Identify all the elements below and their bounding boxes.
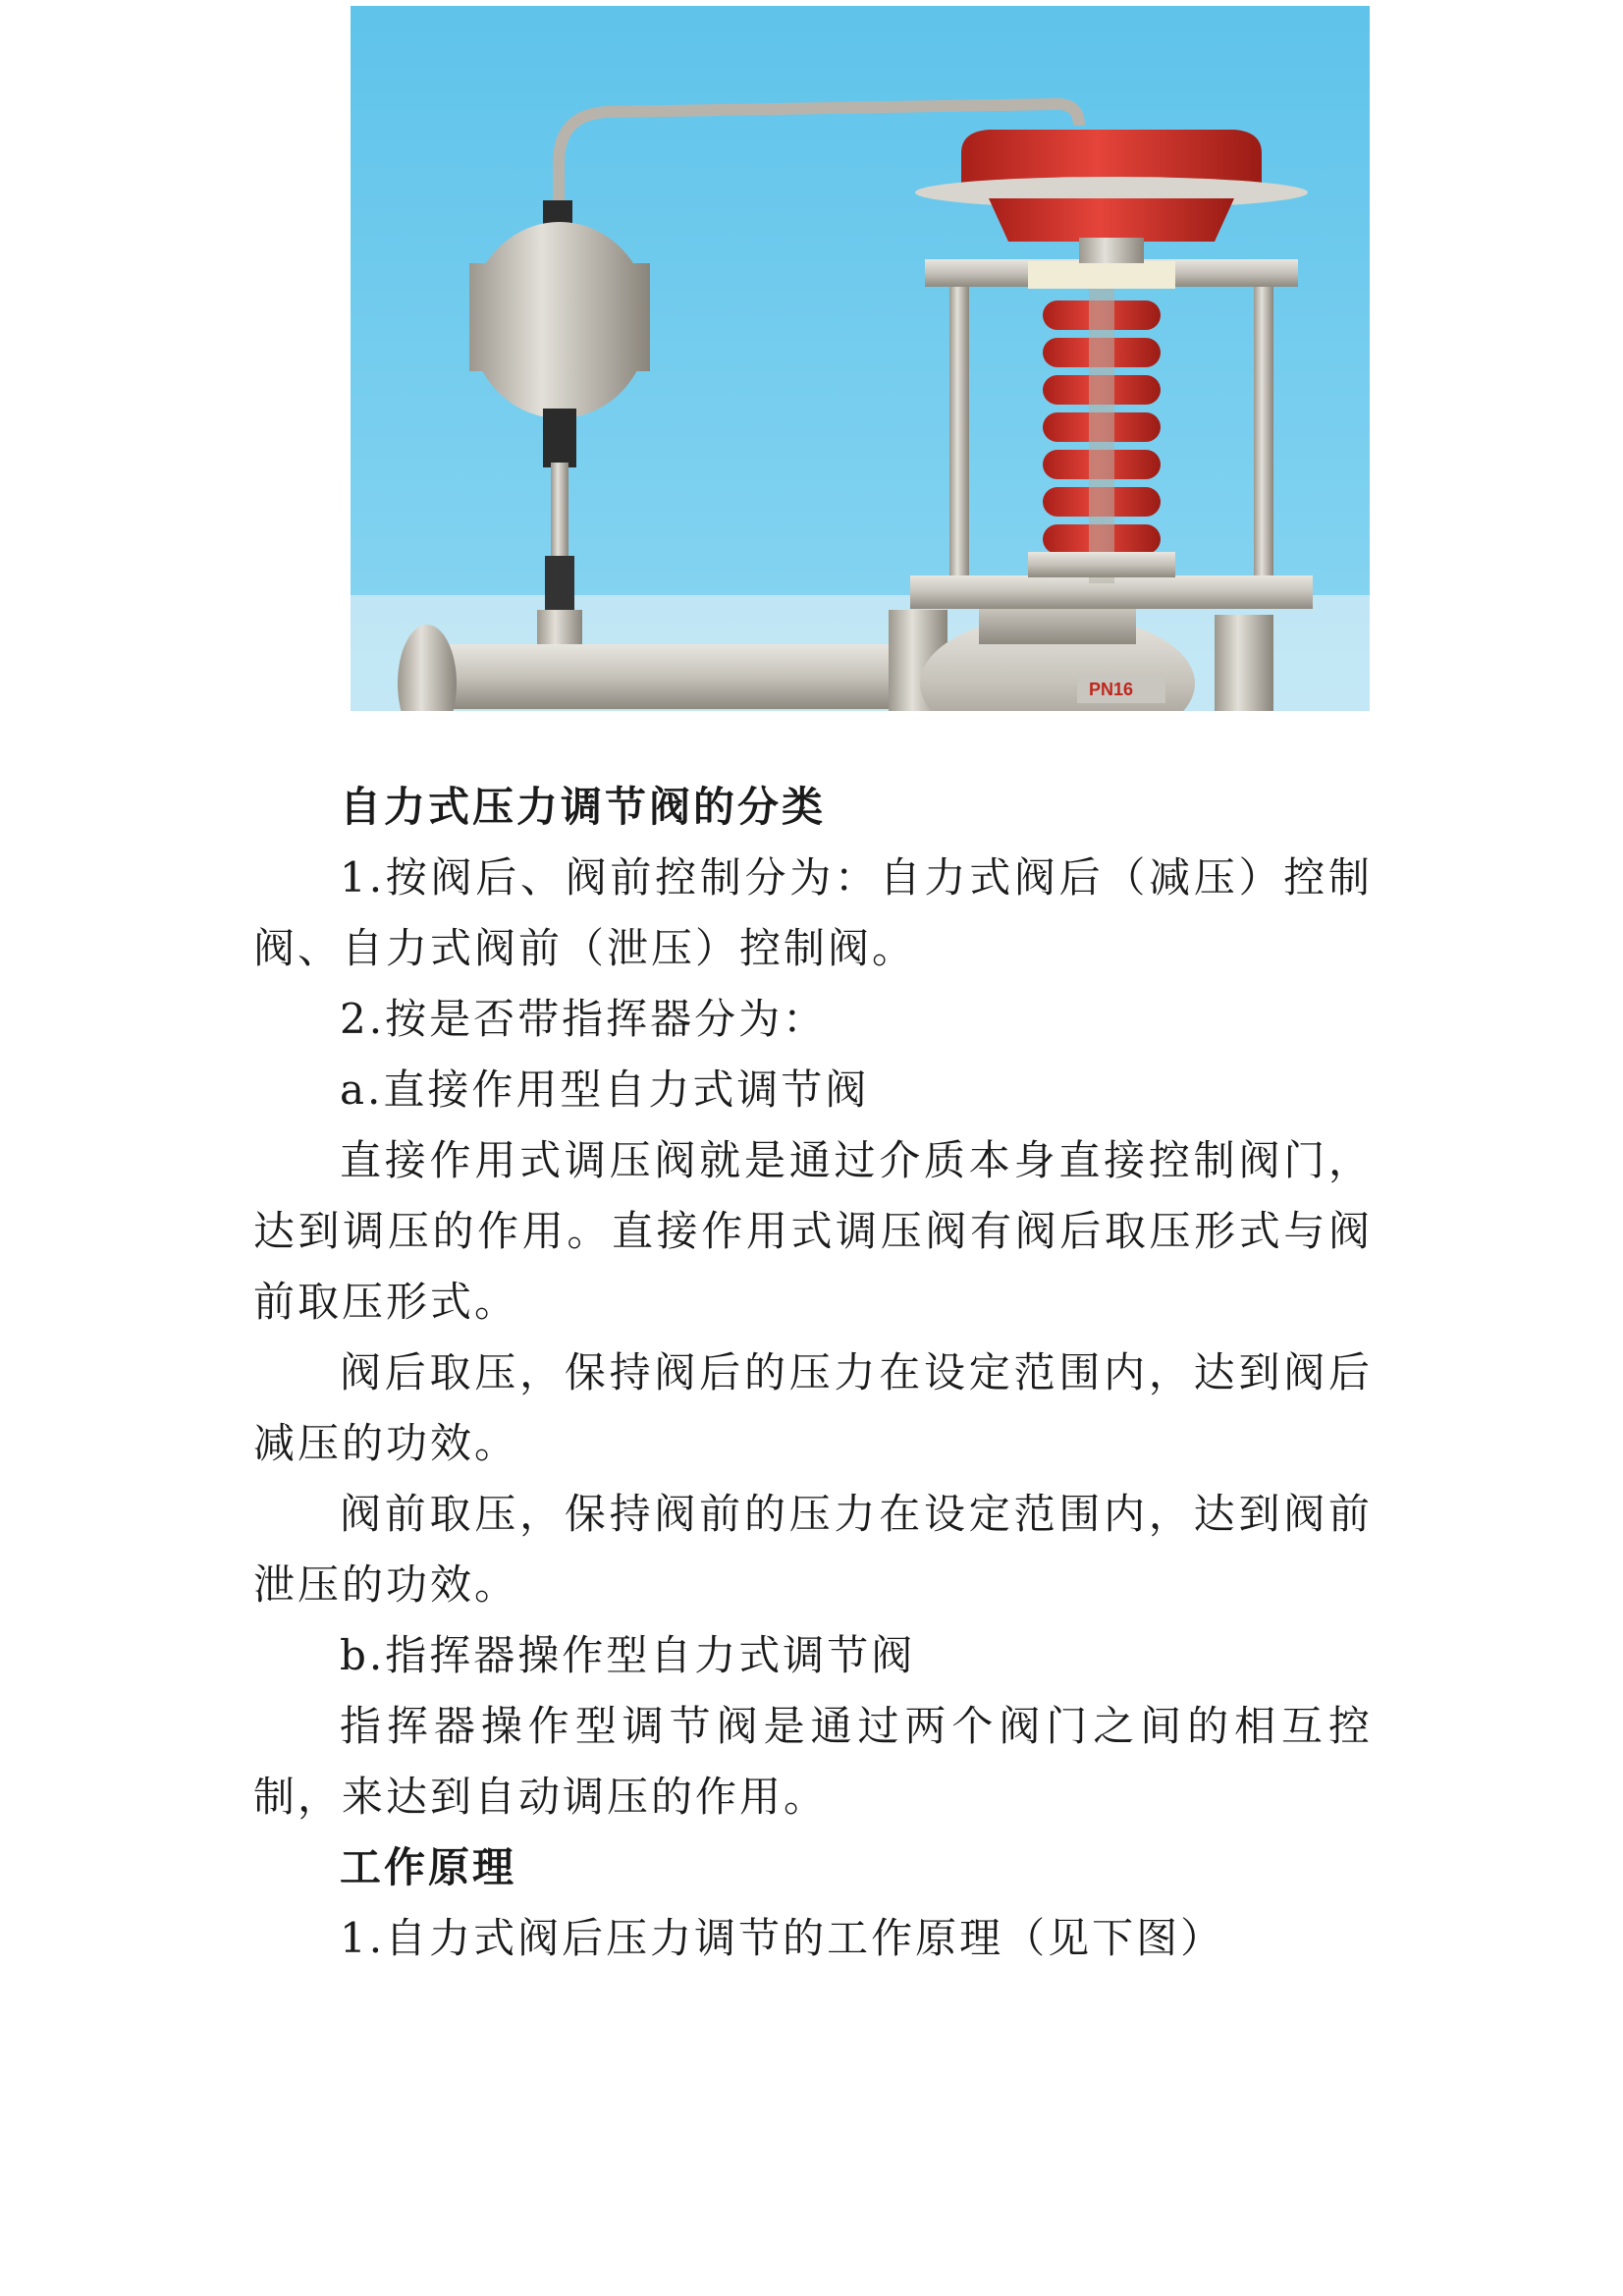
- paragraph-upstream-sensing: 阀前取压，保持阀前的压力在设定范围内，达到阀前泄压的功效。: [253, 1490, 1373, 1609]
- paragraph-direct-acting-title: a.直接作用型自力式调节阀: [340, 1066, 870, 1114]
- paragraph-pilot-operated-title: b.指挥器操作型自力式调节阀: [340, 1631, 916, 1679]
- actuator-neck: [1079, 238, 1144, 263]
- article-body: [253, 772, 1373, 1974]
- nameplate-text: PN16: [1089, 680, 1134, 699]
- tube-fitting-bottom: [543, 409, 576, 467]
- spring-bottom-seat: [1028, 552, 1175, 577]
- valve-photo: [351, 6, 1370, 711]
- tube-vertical: [551, 463, 568, 571]
- paragraph-working-principle-1: 1.自力式阀后压力调节的工作原理（见下图）: [340, 1914, 1225, 1962]
- spring-cap: [1028, 261, 1175, 289]
- paragraph-pilot-operated-desc: 指挥器操作型调节阀是通过两个阀门之间的相互控制，来达到自动调压的作用。: [253, 1702, 1373, 1821]
- paragraph-direct-acting-desc: 直接作用式调压阀就是通过介质本身直接控制阀门，达到调压的作用。直接作用式调压阀有阀后取压形式与阀前取压形式。: [253, 1136, 1373, 1326]
- paragraph-control-position: 1.按阀后、阀前控制分为：自力式阀后（减压）控制阀、自力式阀前（泄压）控制阀。: [253, 853, 1373, 972]
- self-operated-pressure-valve-illustration: [351, 6, 1370, 711]
- heading-working-principle: 工作原理: [340, 1843, 517, 1891]
- tube-fitting-lower: [545, 556, 574, 615]
- inlet-pipe: [409, 644, 940, 709]
- paragraph-downstream-sensing: 阀后取压，保持阀后的压力在设定范围内，达到阀后减压的功效。: [253, 1348, 1373, 1467]
- paragraph-pilot-intro: 2.按是否带指挥器分为：: [340, 995, 828, 1043]
- actuator-lower-cover: [989, 198, 1234, 242]
- valve-stem: [1089, 289, 1114, 583]
- condensate-pot-body: [469, 263, 650, 371]
- yoke-pillar-right: [1254, 271, 1273, 605]
- outlet-flange: [1215, 615, 1273, 711]
- yoke-pillar-left: [949, 271, 969, 605]
- heading-classification: 自力式压力调节阀的分类: [340, 783, 827, 831]
